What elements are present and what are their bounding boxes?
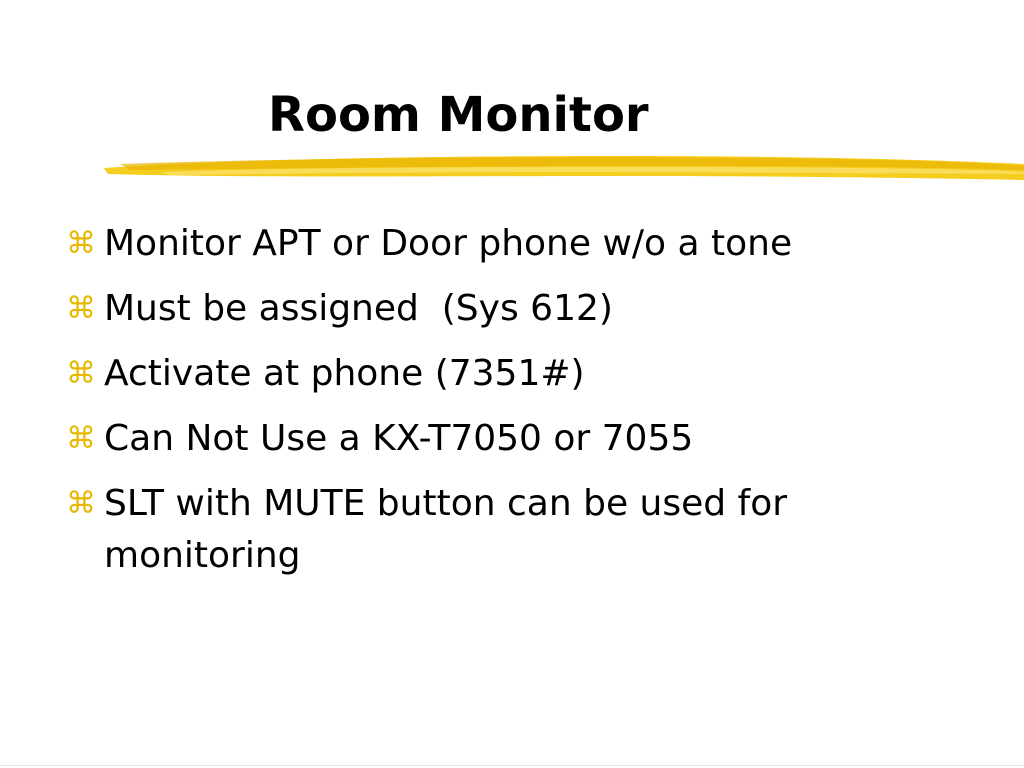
bullet-item — [66, 283, 946, 335]
bullet-text: SLT with MUTE button can be used for monitoring — [104, 483, 788, 576]
bullet-item — [66, 218, 946, 270]
command-icon: ⌘ — [66, 486, 96, 521]
bullet-item — [66, 413, 946, 465]
bullet-text: Activate at phone (7351#) — [104, 353, 585, 394]
command-icon: ⌘ — [66, 421, 96, 456]
bullet-item — [66, 348, 946, 400]
bullet-text: Monitor APT or Door phone w/o a tone — [104, 223, 793, 264]
bullet-list — [66, 218, 946, 595]
bullet-item — [66, 478, 946, 582]
bullet-text: Must be assigned (Sys 612) — [104, 288, 613, 329]
title-underline-brushstroke — [100, 150, 1024, 186]
slide-bottom-divider — [0, 765, 1024, 766]
command-icon: ⌘ — [66, 291, 96, 326]
command-icon: ⌘ — [66, 226, 96, 261]
slide-title: Room Monitor — [268, 87, 649, 143]
bullet-text: Can Not Use a KX-T7050 or 7055 — [104, 418, 694, 459]
command-icon: ⌘ — [66, 356, 96, 391]
